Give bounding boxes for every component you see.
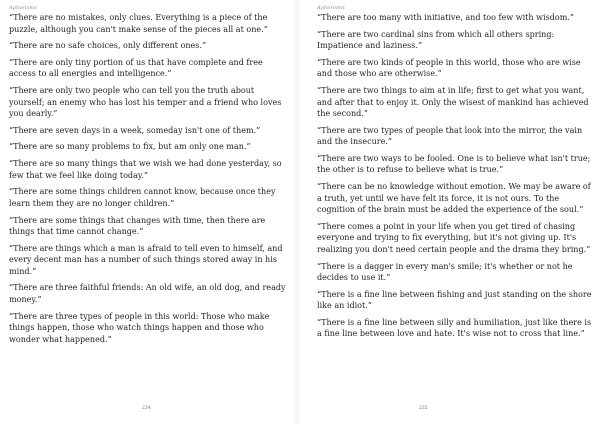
- quote: “There are no safe choices, only different ones.”: [9, 41, 207, 51]
- quote: “There are some things children cannot know, because once they learn them they are no longer children.”: [9, 187, 276, 208]
- quote: “There are two cardinal sins from which all others spring: Impatience and laziness.”: [317, 29, 555, 51]
- quote: “There is a fine line between silly and humiliation, just like there is a fine line between love and hate. It's wise not to cross that line.”: [317, 317, 592, 339]
- quote: “There are three types of people in this world: Those who make things happen, those who watch things happen and those who wonder what happened.”: [9, 311, 270, 344]
- quote: “There are two types of people that look into the mirror, the vain and the insecure.”: [317, 125, 583, 147]
- quote: “There are so many problems to fix, but am only one man.”: [9, 142, 251, 152]
- right-quote-list: [317, 12, 595, 345]
- left-quote-list: [9, 12, 287, 350]
- quote: “There are things which a man is afraid to tell even to himself, and every decent man has a number of such things stored away in his mind.”: [9, 243, 283, 276]
- left-page-number: 234: [142, 406, 151, 411]
- book-gutter: [292, 0, 302, 424]
- quote: “There are no mistakes, only clues. Everything is a piece of the puzzle, although you can't make sense of the pieces all at one.”: [9, 13, 268, 34]
- right-page: [306, 0, 594, 424]
- quote: “There are only two people who can tell you the truth about yourself; an enemy who has lost his temper and a friend who loves you dearly.”: [9, 86, 282, 119]
- quote: “There are two things to aim at in life; first to get what you want, and after that to enjoy it. Only the wisest of mankind has achieved the second.”: [317, 86, 589, 119]
- quote: “There are two kinds of people in this world, those who are wise and those who are otherwise.”: [317, 57, 581, 79]
- quote: “There are only tiny portion of us that have complete and free access to all energies and intelligence.”: [9, 57, 263, 79]
- quote: “There are too many with initiative, and too few with wisdom.”: [317, 13, 575, 22]
- quote: “There is a dagger in every man's smile; it's whether or not he decides to use it.”: [317, 261, 573, 282]
- right-page-number: 235: [419, 406, 428, 411]
- quote: “There is a fine line between fishing and just standing on the shore like an idiot.”: [317, 289, 592, 311]
- quote: “There are two ways to be fooled. One is to believe what isn't true; the other is to refuse to believe what is true.”: [317, 153, 591, 175]
- left-running-head: Aphorisms: [9, 5, 37, 11]
- quote: “There are seven days in a week, someday isn't one of them.”: [9, 125, 261, 135]
- quote: “There are three faithful friends: An old wife, an old dog, and ready money.”: [9, 283, 286, 304]
- right-running-head: Aphorisms: [317, 5, 345, 11]
- quote: “There are so many things that we wish we had done yesterday, so few that we feel like doing today.”: [9, 159, 282, 180]
- quote: “There can be no knowledge without emotion. We may be aware of a truth, yet until we have felt its force, it is not ours. To the cognition of the brain must be added the experience of the soul.”: [317, 182, 591, 215]
- quote: “There are some things that changes with time, then there are things that time cannot change.”: [9, 215, 266, 236]
- left-page: [0, 0, 288, 424]
- quote: “There comes a point in your life when you get tired of chasing everyone and trying to fix everything, but it's not giving up. It's realizing you don't need certain people and the drama they bring.”: [317, 221, 591, 254]
